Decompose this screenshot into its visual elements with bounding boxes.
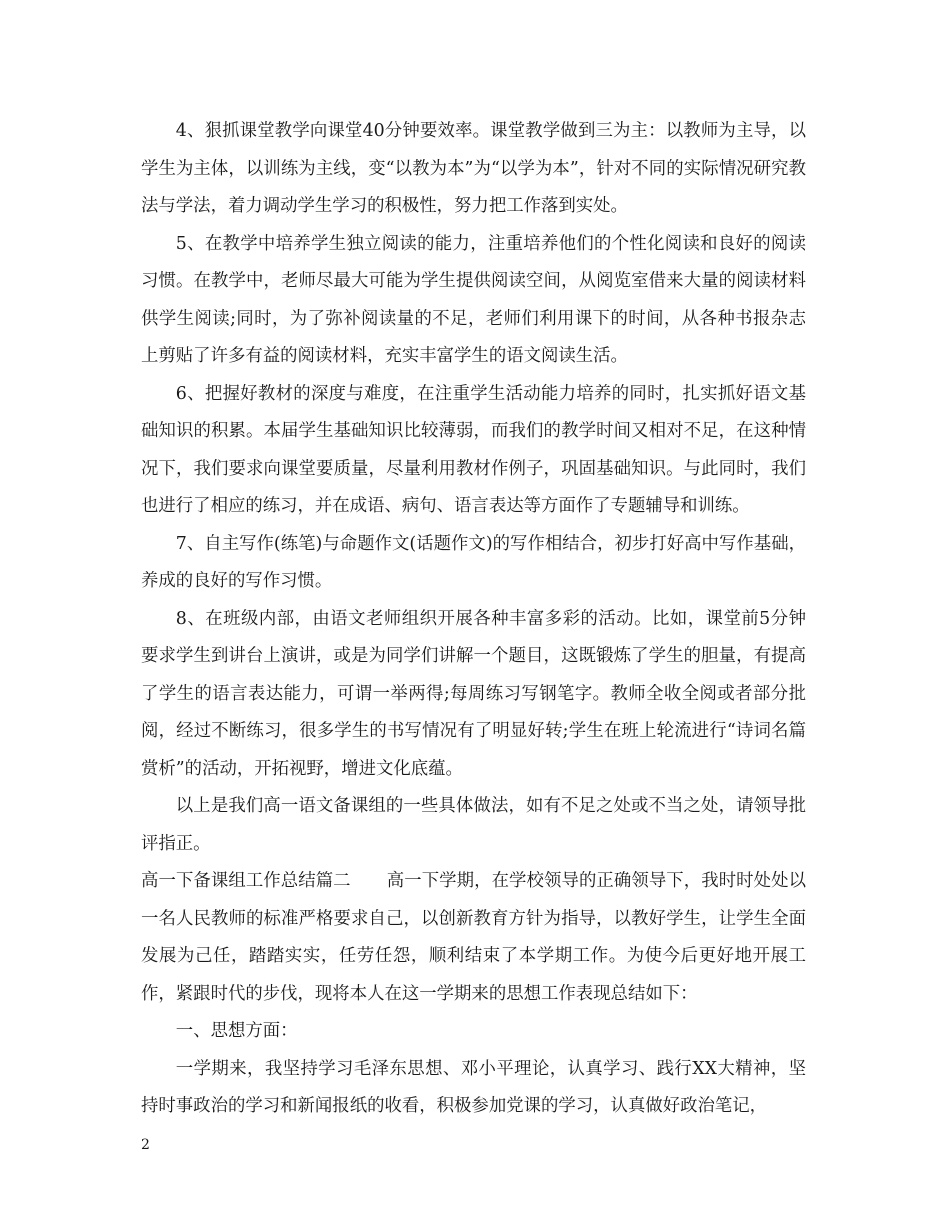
page-number: 2 — [141, 1137, 150, 1153]
subheading-thought: 一、思想方面： — [175, 1021, 298, 1041]
paragraph-closing: 以上是我们高一语文备课组的一些具体做法，如有不足之处或不当之处，请领导批评指正。 — [141, 796, 806, 854]
paragraph-item-8: 8、在班级内部，由语文老师组织开展各种丰富多彩的活动。比如，课堂前5分钟要求学生到讲台上演讲，或是为同学们讲解一个题目，这既锻炼了学生的胆量，有提高了学生的语言表达能力，可谓一举两得;每周练习写钢笔字。教师全收全阅或者部分批阅，经过不断练习，很多学生的书写情况有了明显好转;学生在班上轮流进行“诗词名篇赏析”的活动，开拓视野，增进文化底蕴。 — [141, 608, 806, 779]
document-body — [141, 113, 806, 1126]
paragraph-item-5: 5、在教学中培养学生独立阅读的能力，注重培养他们的个性化阅读和良好的阅读习惯。在教学中，老师尽最大可能为学生提供阅读空间，从阅览室借来大量的阅读材料供学生阅读;同时，为了弥补阅读量的不足，老师们利用课下的时间，从各种书报杂志上剪贴了许多有益的阅读材料，充实丰富学生的语文阅读生活。 — [141, 233, 806, 366]
paragraph-item-7: 7、自主写作(练笔)与命题作文(话题作文)的写作相结合，初步打好高中写作基础，养成的良好的写作习惯。 — [141, 533, 806, 591]
section-title: 高一下备课组工作总结篇二 — [141, 871, 351, 891]
paragraph-item-4: 4、狠抓课堂教学向课堂40分钟要效率。课堂教学做到三为主：以教师为主导，以学生为主体，以训练为主线，变“以教为本”为“以学为本”，针对不同的实际情况研究教法与学法，着力调动学生学习的积极性，努力把工作落到实处。 — [141, 121, 806, 216]
section-intro: 高一下学期，在学校领导的正确领导下，我时时处处以一名人民教师的标准严格要求自己，以创新教育方针为指导，以教好学生，让学生全面发展为己任，踏踏实实，任劳任怨，顺利结束了本学期工作。为使今后更好地开展工作，紧跟时代的步伐，现将本人在这一学期来的思想工作表现总结如下： — [141, 871, 806, 1004]
paragraph-thought: 一学期来，我坚持学习毛泽东思想、邓小平理论，认真学习、践行XX大精神，坚持时事政治的学习和新闻报纸的收看，积极参加党课的学习，认真做好政治笔记， — [141, 1058, 806, 1116]
paragraph-item-6: 6、把握好教材的深度与难度，在注重学生活动能力培养的同时，扎实抓好语文基础知识的积累。本届学生基础知识比较薄弱，而我们的教学时间又相对不足，在这种情况下，我们要求向课堂要质量，尽量利用教材作例子，巩固基础知识。与此同时，我们也进行了相应的练习，并在成语、病句、语言表达等方面作了专题辅导和训练。 — [141, 383, 806, 516]
section-paragraph — [141, 863, 806, 1013]
